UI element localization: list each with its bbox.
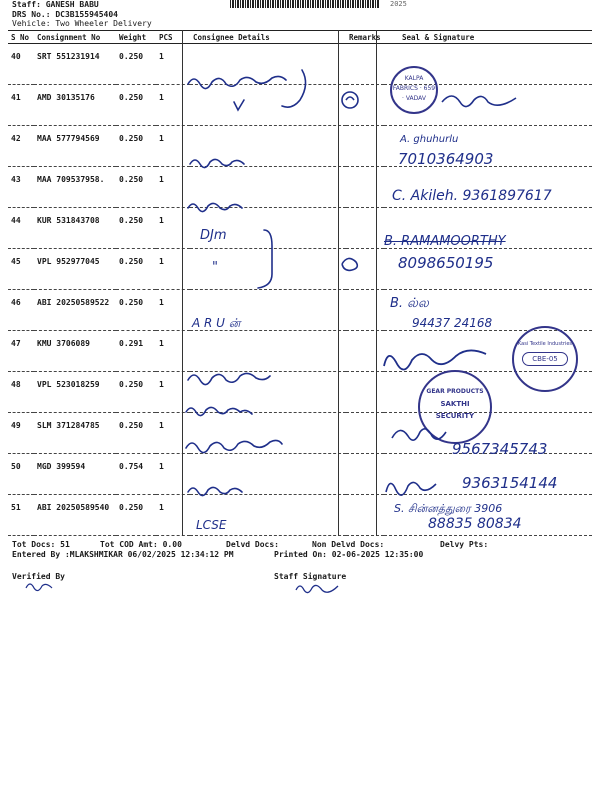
row-sno: 45 — [8, 249, 34, 290]
row-sno: 44 — [8, 208, 34, 249]
handwritten-djm: DJm — [200, 228, 227, 243]
col-pcs: PCS — [156, 31, 190, 44]
row-sno: 42 — [8, 126, 34, 167]
total-docs: Tot Docs: 51 — [12, 540, 70, 549]
row-weight: 0.250 — [116, 249, 156, 290]
row-consignment: KUR 531843708 — [34, 208, 116, 249]
header-corner-text: 2025 — [390, 0, 407, 8]
handwritten-lcse: LCSE — [196, 518, 227, 532]
row-sno: 40 — [8, 44, 34, 85]
row-weight: 0.250 — [116, 290, 156, 331]
row-sno: 46 — [8, 290, 34, 331]
remarks-marks — [338, 86, 376, 276]
row-weight: 0.250 — [116, 208, 156, 249]
signature-name-2: C. Akileh. 9361897617 — [392, 188, 552, 204]
row-pcs: 1 — [156, 454, 190, 495]
printed-on: Printed On: 02-06-2025 12:35:00 — [274, 550, 424, 559]
signature-name-3: B. RAMAMOORTHY — [384, 234, 506, 249]
row-pcs: 1 — [156, 85, 190, 126]
non-delivered-docs: Non Delvd Docs: — [312, 540, 385, 549]
row-pcs: 1 — [156, 372, 190, 413]
signature-phone-5: 9567345743 — [452, 440, 548, 458]
signature-name-6: S. சின்னத்துரை 3906 — [394, 502, 503, 515]
col-sno: S No — [8, 31, 34, 44]
col-seal-signature: Seal & Signature — [384, 31, 592, 44]
signature-name-4: B. ல்ல — [390, 296, 429, 311]
consignee-handwriting — [182, 40, 338, 540]
signature-6-scribble — [388, 420, 448, 450]
round-stamp-cbe — [512, 326, 578, 392]
row-consignment: ABI 20250589540 — [34, 495, 116, 536]
row-sno: 43 — [8, 167, 34, 208]
drs-number: DRS No.: DC3B155945404 — [12, 10, 118, 19]
staff-signature-mark — [294, 580, 340, 596]
signature-7 — [382, 474, 442, 498]
entered-by: Entered By :MLAKSHMIKAR 06/02/2025 12:34:12 PM — [12, 550, 234, 559]
row-weight: 0.250 — [116, 413, 156, 454]
row-weight: 0.250 — [116, 44, 156, 85]
row-consignment: ABI 20250589522 — [34, 290, 116, 331]
row-consignment: KMU 3706089 — [34, 331, 116, 372]
delivery-points: Delvy Pts: — [440, 540, 489, 549]
row-sno: 47 — [8, 331, 34, 372]
verified-by-label: Verified By — [12, 572, 65, 581]
stamp-text: KALPA FABRICS · 659 · VADAV — [392, 75, 436, 102]
row-weight: 0.250 — [116, 372, 156, 413]
row-consignment: AMD 30135176 — [34, 85, 116, 126]
row-weight: 0.754 — [116, 454, 156, 495]
col-weight: Weight — [116, 31, 156, 44]
row-consignment: VPL 952977045 — [34, 249, 116, 290]
staff-name: Staff: GANESH BABU — [12, 0, 99, 9]
verifier-signature — [24, 580, 54, 592]
row-pcs: 1 — [156, 167, 190, 208]
col-consignment: Consignment No — [34, 31, 116, 44]
row-weight: 0.250 — [116, 167, 156, 208]
row-pcs: 1 — [156, 331, 190, 372]
row-weight: 0.250 — [116, 85, 156, 126]
row-weight: 0.250 — [116, 495, 156, 536]
row-weight: 0.291 — [116, 331, 156, 372]
row-pcs: 1 — [156, 44, 190, 85]
column-divider — [376, 30, 377, 536]
signature-phone-7: 88835 80834 — [428, 516, 522, 532]
signature-phone-6: 9363154144 — [462, 474, 558, 492]
row-consignment: VPL 523018259 — [34, 372, 116, 413]
row-sno: 48 — [8, 372, 34, 413]
handwritten-ditto: " — [212, 260, 218, 275]
total-cod-amount: Tot COD Amt: 0.00 — [100, 540, 182, 549]
signature-phone-3: 8098650195 — [398, 254, 494, 272]
staff-signature-label: Staff Signature — [274, 572, 347, 581]
row-consignment: MGD 399594 — [34, 454, 116, 495]
stamp-code: CBE-05 — [522, 352, 568, 366]
signature-phone-4: 94437 24168 — [412, 316, 493, 330]
delivered-docs: Delvd Docs: — [226, 540, 279, 549]
row-pcs: 1 — [156, 413, 190, 454]
barcode — [230, 0, 380, 8]
signature-name-1: A. ghuhurlu — [400, 134, 459, 145]
stamp-center-text: SAKTHI SECURITY — [435, 400, 475, 420]
round-stamp-kalpa — [390, 66, 438, 114]
col-consignee: Consignee Details — [190, 31, 346, 44]
col-remarks: Remarks — [346, 31, 384, 44]
row-pcs: 1 — [156, 495, 190, 536]
row-pcs: 1 — [156, 290, 190, 331]
row-consignment: SRT 551231914 — [34, 44, 116, 85]
row-pcs: 1 — [156, 208, 190, 249]
row-sno: 41 — [8, 85, 34, 126]
row-consignment: SLM 371284785 — [34, 413, 116, 454]
row-pcs: 1 — [156, 249, 190, 290]
stamp-outer-text: Kasi Textile Industries — [517, 341, 573, 347]
row-sno: 51 — [8, 495, 34, 536]
stamp-outer-text: GEAR PRODUCTS — [426, 388, 484, 395]
row-sno: 49 — [8, 413, 34, 454]
signature-1 — [440, 90, 520, 114]
row-sno: 50 — [8, 454, 34, 495]
handwritten-arun: A R U ன் — [192, 316, 241, 330]
row-pcs: 1 — [156, 126, 190, 167]
row-consignment: MAA 577794569 — [34, 126, 116, 167]
signature-phone-1: 7010364903 — [398, 150, 494, 168]
row-weight: 0.250 — [116, 126, 156, 167]
vehicle-type: Vehicle: Two Wheeler Delivery — [12, 19, 152, 28]
row-consignment: MAA 709537958. — [34, 167, 116, 208]
